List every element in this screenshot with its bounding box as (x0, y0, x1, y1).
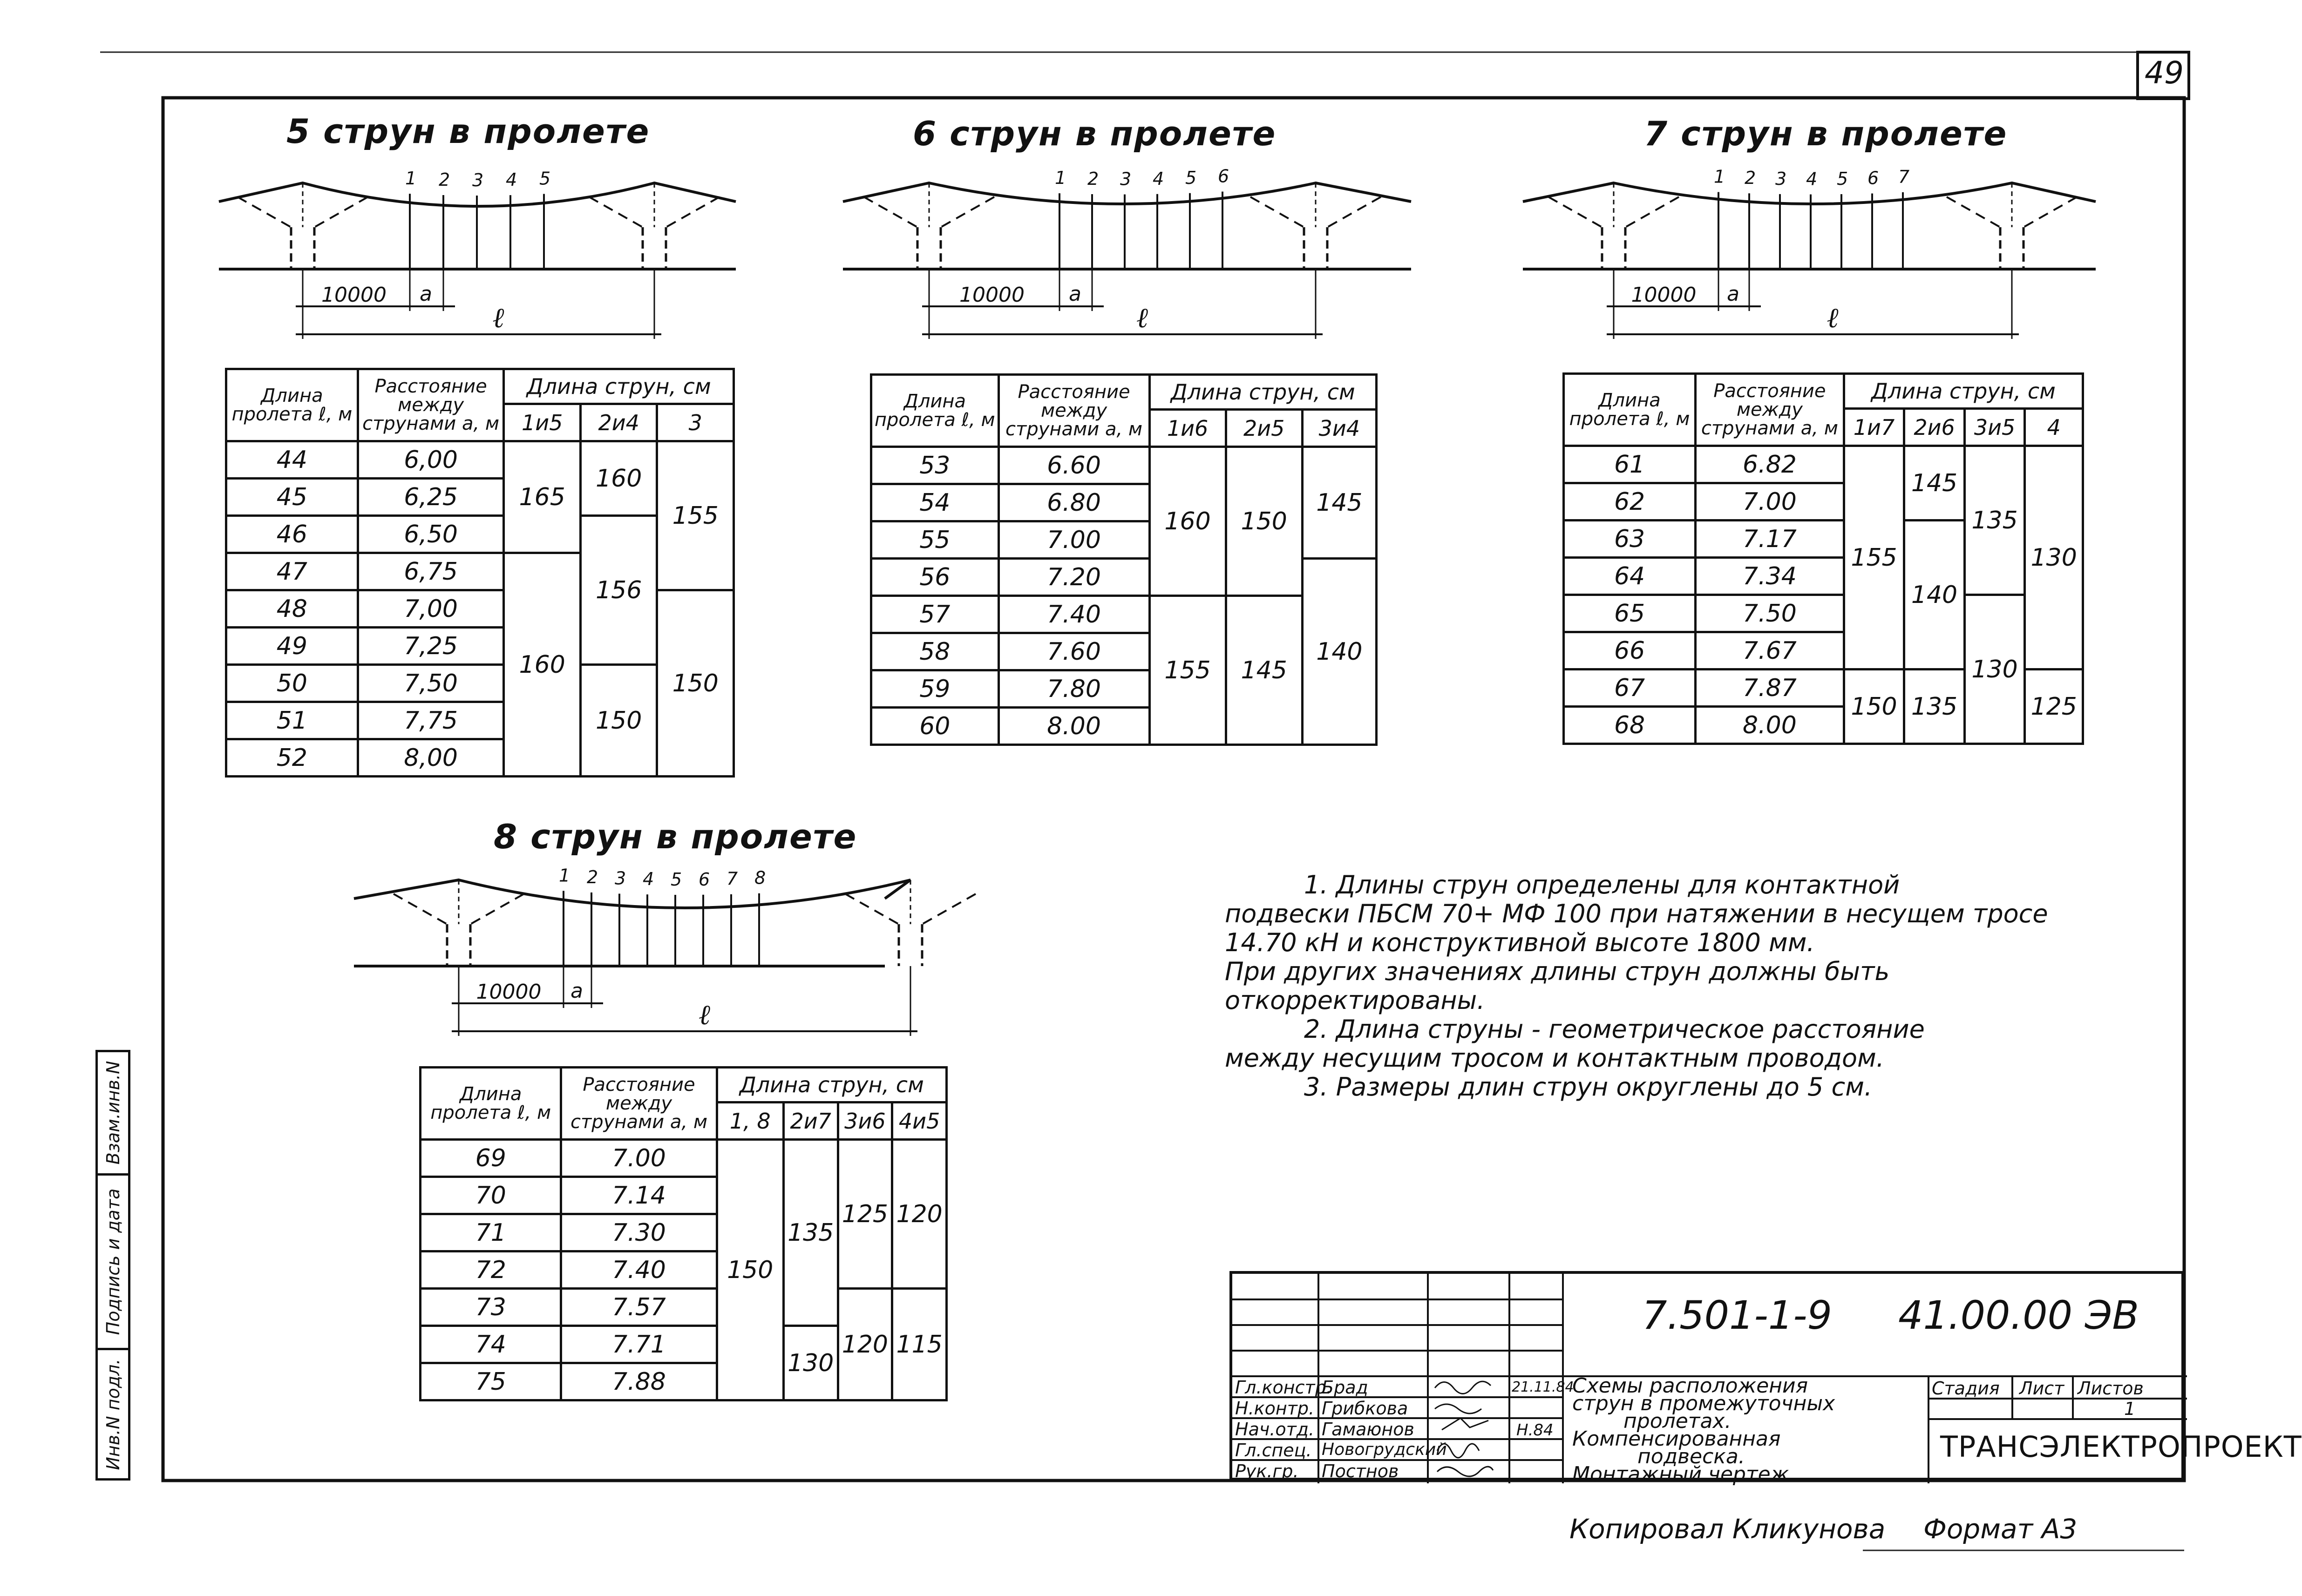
dim-a-label: a (420, 282, 432, 306)
span-length-cell: 48 (226, 590, 358, 628)
span-length-cell: 69 (421, 1140, 561, 1177)
support-post (291, 227, 314, 269)
distance-cell: 7.00 (998, 521, 1149, 559)
span-length-cell: 50 (226, 665, 358, 702)
distance-cell: 7.71 (561, 1326, 717, 1363)
header-lengths: Длина струн, см (1149, 375, 1377, 410)
dropper-label: 3 (472, 169, 484, 190)
support-post (2000, 227, 2024, 269)
string-length-cell: 135 (1964, 446, 2025, 595)
doc-code: 7.501-1-9 (1642, 1292, 1832, 1338)
date-1: 21.11.84 (1512, 1379, 1574, 1395)
note-line: между несущим тросом и контактным проводом. (1225, 1043, 1884, 1073)
distance-cell: 6.60 (998, 447, 1149, 484)
span-length-cell: 75 (421, 1363, 561, 1400)
note-line: 1. Длины струн определены для контактной (1304, 870, 1900, 899)
dropper-label: 2 (439, 169, 450, 190)
distance-cell: 7.40 (998, 596, 1149, 633)
string-length-cell: 115 (892, 1289, 947, 1400)
role-label: Гл.спец. (1235, 1440, 1312, 1461)
string-length-cell: 160 (1149, 447, 1226, 596)
string-length-cell: 165 (504, 441, 581, 553)
distance-cell: 6,50 (358, 516, 504, 553)
span-length-cell: 51 (226, 702, 358, 739)
distance-cell: 7.34 (1696, 558, 1844, 595)
diagram-title-7: 7 струн в пролете (1644, 114, 2008, 153)
header-span: Длина пролета ℓ, м (421, 1068, 561, 1140)
distance-cell: 7.00 (1696, 483, 1844, 521)
distance-cell: 6,25 (358, 479, 504, 516)
dropper-label: 3 (1120, 169, 1132, 189)
string-length-cell: 150 (657, 590, 734, 777)
span-length-cell: 52 (226, 739, 358, 777)
support-post (1304, 227, 1327, 269)
header-distance: Расстояние между струнами a, м (561, 1068, 717, 1140)
dropper-label: 7 (1898, 166, 1910, 187)
side-label: Подпись и дата (102, 1188, 123, 1335)
distance-cell: 6,75 (358, 553, 504, 590)
sheet-number: 49 (2145, 55, 2184, 91)
span-length-cell: 49 (226, 628, 358, 665)
distance-cell: 7.00 (561, 1140, 717, 1177)
title-line: Компенсированная (1572, 1427, 1781, 1451)
distance-cell: 7.20 (998, 559, 1149, 596)
span-length-cell: 64 (1564, 558, 1696, 595)
span-length-cell: 60 (871, 708, 999, 745)
distance-cell: 7.57 (561, 1289, 717, 1326)
dim-span-label: ℓ (1136, 302, 1148, 334)
title-line: струн в промежуточных (1572, 1392, 1835, 1415)
sheet-label: Лист (2019, 1378, 2064, 1399)
side-cell (95, 1348, 130, 1481)
note-line: подвески ПБСМ 70+ МФ 100 при натяжении в несущем тросе (1225, 899, 2048, 928)
role-label: Рук.гр. (1235, 1461, 1299, 1481)
header-lengths: Длина струн, см (1844, 374, 2083, 409)
string-length-cell: 130 (1964, 595, 2025, 744)
span-length-cell: 44 (226, 441, 358, 479)
role-label: Н.контр. (1235, 1398, 1315, 1419)
span-length-cell: 58 (871, 633, 999, 670)
string-length-cell: 156 (580, 516, 657, 665)
string-length-cell: 155 (1149, 596, 1226, 745)
dropper-label: 6 (1218, 166, 1229, 187)
distance-cell: 7,75 (358, 702, 504, 739)
span-length-cell: 65 (1564, 595, 1696, 632)
signature-mark (1435, 1404, 1481, 1413)
dim-10000-label: 10000 (1631, 283, 1697, 307)
dropper-label: 5 (1837, 169, 1848, 189)
copied-by: Копировал Кликунова (1569, 1513, 1886, 1545)
distance-cell: 7,00 (358, 590, 504, 628)
support-post (447, 924, 470, 966)
diagram-title-8: 8 струн в пролете (494, 817, 857, 856)
string-length-cell: 125 (2025, 670, 2083, 744)
span-length-cell: 68 (1564, 707, 1696, 744)
person-name: Грибкова (1322, 1398, 1408, 1419)
distance-cell: 6.80 (998, 484, 1149, 521)
header-string-pair: 3и6 (838, 1102, 892, 1140)
string-length-cell: 150 (717, 1140, 783, 1400)
header-span: Длина пролета ℓ, м (226, 369, 358, 441)
dropper-label: 4 (506, 169, 517, 190)
header-string-pair: 2и7 (783, 1102, 838, 1140)
distance-cell: 6.82 (1696, 446, 1844, 483)
strings-table-5 (225, 368, 735, 778)
person-name: Брад (1322, 1377, 1368, 1398)
header-string-pair: 1и7 (1844, 409, 1904, 446)
span-length-cell: 73 (421, 1289, 561, 1326)
span-length-cell: 53 (871, 447, 999, 484)
dropper-label: 3 (1775, 168, 1787, 189)
distance-cell: 7,50 (358, 665, 504, 702)
dropper-label: 1 (1714, 166, 1725, 187)
span-length-cell: 62 (1564, 483, 1696, 521)
signature-mark (1442, 1418, 1488, 1430)
dropper-label: 5 (671, 869, 682, 890)
string-length-cell: 135 (1904, 670, 1965, 744)
header-string-pair: 3 (657, 404, 734, 441)
distance-cell: 8.00 (1696, 707, 1844, 744)
string-length-cell: 135 (783, 1140, 838, 1326)
header-lengths: Длина струн, см (504, 369, 734, 404)
dropper-label: 8 (754, 867, 766, 888)
doc-number: 41.00.00 ЭВ (1898, 1292, 2139, 1338)
dropper-label: 1 (559, 865, 570, 886)
header-string-pair: 1и5 (504, 404, 581, 441)
span-length-cell: 66 (1564, 632, 1696, 670)
string-length-cell: 140 (1904, 521, 1965, 670)
header-distance: Расстояние между струнами a, м (998, 375, 1149, 447)
distance-cell: 7.80 (998, 670, 1149, 708)
string-length-cell: 145 (1904, 446, 1965, 521)
organization-name: ТРАНСЭЛЕКТРОПРОЕКТ (1940, 1430, 2302, 1464)
title-line: пролетах. (1623, 1409, 1732, 1433)
side-cell (95, 1173, 130, 1350)
dim-10000-label: 10000 (321, 283, 387, 307)
string-length-cell: 150 (1844, 670, 1904, 744)
header-lengths: Длина струн, см (717, 1068, 946, 1102)
support-post (899, 924, 922, 966)
dim-a-label: a (1727, 282, 1739, 306)
note-line: 14.70 кН и конструктивной высоте 1800 мм. (1225, 928, 1815, 957)
string-length-cell: 130 (2025, 446, 2083, 670)
dropper-label: 5 (1185, 167, 1197, 188)
span-length-cell: 59 (871, 670, 999, 708)
span-length-cell: 72 (421, 1251, 561, 1289)
dropper-label: 2 (1087, 168, 1099, 189)
dropper-label: 4 (1806, 169, 1818, 189)
title-line: Монтажный чертеж (1572, 1462, 1789, 1486)
person-name: Гамаюнов (1322, 1419, 1414, 1440)
sheet-title (1572, 1374, 1835, 1486)
title-line: подвеска. (1637, 1445, 1745, 1468)
format-label: Формат А3 (1923, 1513, 2078, 1545)
date-2: Н.84 (1516, 1421, 1554, 1440)
span-length-cell: 55 (871, 521, 999, 559)
role-label: Гл.констр. (1235, 1377, 1332, 1398)
header-string-pair: 4и5 (892, 1102, 947, 1140)
signature-mark (1435, 1381, 1491, 1393)
stage-label: Стадия (1932, 1378, 2000, 1399)
string-length-cell: 140 (1302, 559, 1376, 745)
distance-cell: 7.40 (561, 1251, 717, 1289)
string-length-cell: 125 (838, 1140, 892, 1289)
dim-span-label: ℓ (699, 999, 710, 1031)
note-line: При других значениях длины струн должны быть (1225, 957, 1890, 986)
span-length-cell: 47 (226, 553, 358, 590)
span-length-cell: 70 (421, 1177, 561, 1214)
string-length-cell: 150 (1226, 447, 1302, 596)
dropper-label: 7 (727, 868, 738, 889)
side-label: Инв.N подл. (102, 1359, 123, 1470)
diagram-title-6: 6 струн в пролете (913, 114, 1277, 153)
side-cell (95, 1050, 130, 1176)
dropper-label: 6 (1867, 168, 1879, 189)
span-length-cell: 56 (871, 559, 999, 596)
span-length-cell: 54 (871, 484, 999, 521)
distance-cell: 6,00 (358, 441, 504, 479)
header-string-pair: 4 (2025, 409, 2083, 446)
distance-cell: 7.88 (561, 1363, 717, 1400)
string-length-cell: 145 (1302, 447, 1376, 559)
header-string-pair: 2и6 (1904, 409, 1965, 446)
header-string-pair: 3и4 (1302, 410, 1376, 447)
sheets-label: Листов (2078, 1378, 2144, 1399)
span-length-cell: 57 (871, 596, 999, 633)
string-length-cell: 155 (657, 441, 734, 590)
string-length-cell: 150 (580, 665, 657, 777)
title-line: Схемы расположения (1572, 1374, 1808, 1398)
diagram-title-5: 5 струн в пролете (286, 112, 650, 151)
dim-10000-label: 10000 (476, 980, 542, 1004)
span-length-cell: 61 (1564, 446, 1696, 483)
note-line: 2. Длина струны - геометрическое расстояние (1304, 1014, 1925, 1044)
string-length-cell: 160 (504, 553, 581, 777)
header-distance: Расстояние между струнами a, м (358, 369, 504, 441)
notes-block (1225, 871, 2048, 1102)
header-string-pair: 2и4 (580, 404, 657, 441)
note-line: откорректированы. (1225, 986, 1485, 1015)
dim-a-label: a (1069, 282, 1081, 306)
distance-cell: 7.87 (1696, 670, 1844, 707)
dim-a-label: a (570, 979, 583, 1003)
header-span: Длина пролета ℓ, м (1564, 374, 1696, 446)
signature-mark (1437, 1467, 1493, 1476)
header-span: Длина пролета ℓ, м (871, 375, 999, 447)
distance-cell: 8.00 (998, 708, 1149, 745)
string-length-cell: 120 (838, 1289, 892, 1400)
dim-span-label: ℓ (492, 302, 504, 334)
strings-table-7 (1562, 372, 2084, 745)
note-line: 3. Размеры длин струн округлены до 5 см. (1304, 1072, 1873, 1102)
header-string-pair: 1, 8 (717, 1102, 783, 1140)
distance-cell: 7.17 (1696, 521, 1844, 558)
dropper-label: 1 (405, 168, 417, 189)
dropper-label: 2 (587, 866, 598, 887)
span-length-cell: 63 (1564, 521, 1696, 558)
messenger-wire (354, 880, 910, 908)
distance-cell: 7.14 (561, 1177, 717, 1214)
dropper-label: 3 (615, 868, 626, 889)
dropper-label: 4 (1153, 168, 1164, 189)
header-distance: Расстояние между струнами a, м (1696, 374, 1844, 446)
span-length-cell: 71 (421, 1214, 561, 1251)
title-block (1229, 1271, 2302, 1486)
side-label: Взам.инв.N (102, 1061, 123, 1165)
distance-cell: 7.50 (1696, 595, 1844, 632)
dim-10000-label: 10000 (959, 283, 1025, 307)
support-post (917, 227, 941, 269)
string-length-cell: 130 (783, 1326, 838, 1400)
span-length-cell: 46 (226, 516, 358, 553)
sheets-value: 1 (2124, 1399, 2136, 1419)
person-name: Новогрудский (1322, 1440, 1447, 1459)
header-string-pair: 1и6 (1149, 410, 1226, 447)
side-stamp (95, 1050, 130, 1478)
dropper-label: 4 (643, 869, 654, 890)
dropper-label: 5 (539, 168, 551, 189)
person-name: Постнов (1322, 1461, 1399, 1481)
strings-table-6 (870, 373, 1378, 746)
role-label: Нач.отд. (1235, 1419, 1315, 1440)
header-string-pair: 2и5 (1226, 410, 1302, 447)
dropper-label: 1 (1055, 168, 1066, 189)
string-length-cell: 160 (580, 441, 657, 516)
distance-cell: 7.30 (561, 1214, 717, 1251)
dim-span-label: ℓ (1827, 302, 1839, 334)
distance-cell: 7.67 (1696, 632, 1844, 670)
distance-cell: 8,00 (358, 739, 504, 777)
header-string-pair: 3и5 (1964, 409, 2025, 446)
dropper-label: 6 (699, 869, 710, 890)
span-length-cell: 67 (1564, 670, 1696, 707)
distance-cell: 7.60 (998, 633, 1149, 670)
span-length-cell: 74 (421, 1326, 561, 1363)
distance-cell: 7,25 (358, 628, 504, 665)
string-length-cell: 120 (892, 1140, 947, 1289)
dropper-label: 2 (1745, 168, 1756, 189)
strings-table-8 (419, 1066, 948, 1401)
support-post (643, 227, 666, 269)
string-length-cell: 145 (1226, 596, 1302, 745)
support-post (1602, 227, 1625, 269)
string-length-cell: 155 (1844, 446, 1904, 670)
span-length-cell: 45 (226, 479, 358, 516)
